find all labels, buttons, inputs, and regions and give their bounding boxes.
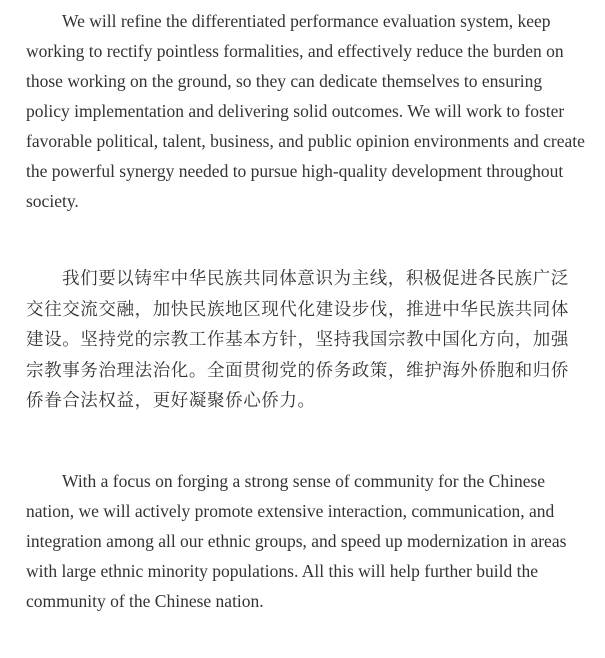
paragraph-chinese-ethnic-unity: 我们要以铸牢中华民族共同体意识为主线，积极促进各民族广泛交往交流交融，加快民族地区现代化建设步伐，推进中华民族共同体建设。坚持党的宗教工作基本方针，坚持我国宗教中国化方向，加强宗教事务治理法治化。全面贯彻党的侨务政策，维护海外侨胞和归侨侨眷合法权益，更好凝聚侨心侨力。 bbox=[26, 269, 569, 411]
article-body bbox=[26, 6, 586, 616]
paragraph-english-ethnic-community: With a focus on forging a strong sense of community for the Chinese nation, we will actively promote extensive interaction, communication, and integration among all our ethnic groups, and speed up modernization in areas with large ethnic minority populations. All this will help further build the community of the Chinese nation. bbox=[26, 470, 567, 611]
paragraph-english-performance-evaluation: We will refine the differentiated performance evaluation system, keep working to rectify pointless formalities, and effectively reduce the burden on those working on the ground, so they can dedicate themselves to ensuring policy implementation and delivering solid outcomes. We will work to foster favorable political, talent, business, and public opinion environments and create the powerful synergy needed to pursue high-quality development throughout society. bbox=[26, 11, 585, 211]
